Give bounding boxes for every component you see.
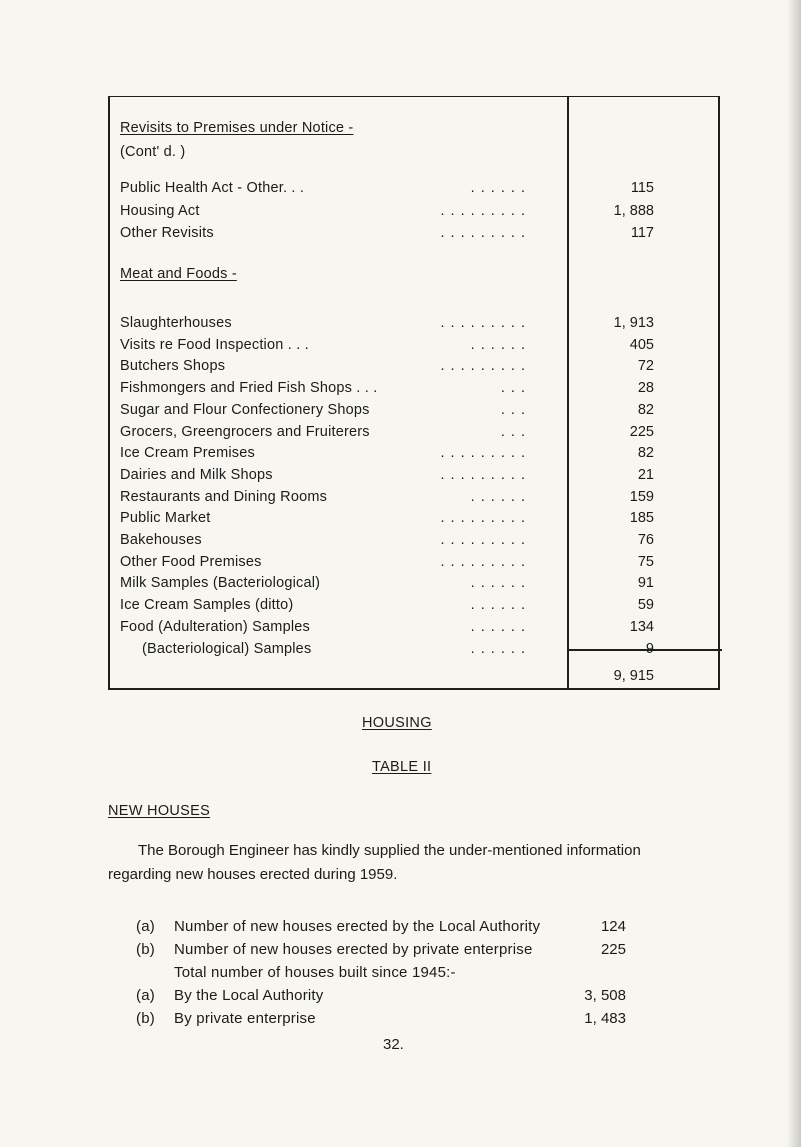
section-title: HOUSING [362, 715, 432, 731]
row-label: (Bacteriological) Samples [142, 640, 312, 657]
row-label: Fishmongers and Fried Fish Shops . . . [120, 380, 378, 397]
column-divider [567, 97, 569, 689]
row-leader-dots: . . . . . . . . . [440, 445, 526, 462]
row-leader-dots: . . . . . . [470, 336, 526, 353]
row-leader-dots: . . . . . . . . . [440, 510, 526, 527]
row-value: 1, 913 [613, 315, 654, 331]
item-text: By private enterprise [174, 1010, 316, 1027]
row-value: 82 [637, 445, 654, 462]
row-leader-dots: . . . . . . [470, 618, 526, 635]
item-value: 225 [600, 941, 626, 958]
row-leader-dots: . . . . . . [470, 597, 526, 614]
row-value: 159 [629, 488, 654, 505]
row-value: 72 [637, 358, 654, 375]
item-text: Number of new houses erected by the Local Authority [174, 918, 541, 935]
row-label: Other Food Premises [120, 553, 262, 570]
row-leader-dots: . . . . . . [470, 180, 526, 196]
row-label: Visits re Food Inspection . . . [120, 336, 309, 353]
row-value: 117 [630, 225, 654, 241]
row-label: Ice Cream Samples (ditto) [120, 597, 294, 614]
row-value: 75 [637, 553, 654, 570]
row-leader-dots: . . . . . . . . . [440, 532, 526, 548]
row-leader-dots: . . . [500, 401, 526, 418]
row-leader-dots: . . . . . . . . . [440, 553, 526, 570]
row-label: Grocers, Greengrocers and Fruiterers [120, 423, 370, 440]
intro-paragraph: The Borough Engineer has kindly supplied the under-mentioned information regarding new houses erected during 1959. [108, 842, 641, 883]
row-value: 1, 888 [613, 202, 654, 219]
row-leader-dots: . . . . . . [470, 640, 526, 657]
row-value: 82 [637, 401, 654, 418]
since-1945-label: Total number of houses built since 1945:- [174, 964, 456, 981]
revisits-table [108, 96, 720, 690]
row-label: Bakehouses [120, 532, 202, 548]
row-label: Slaughterhouses [120, 315, 232, 331]
row-label: Housing Act [120, 202, 200, 219]
row-label: Milk Samples (Bacteriological) [120, 575, 321, 592]
item-value: 124 [600, 918, 626, 935]
row-leader-dots: . . . . . . [470, 488, 526, 505]
row-value: 91 [637, 575, 654, 592]
row-label: Public Health Act - Other. . . [120, 180, 305, 196]
row-leader-dots: . . . . . . [470, 575, 526, 592]
row-value: 28 [637, 380, 654, 397]
meat-foods-heading: Meat and Foods - [120, 266, 237, 282]
row-label: Dairies and Milk Shops [120, 466, 273, 483]
item-marker: (b) [136, 941, 155, 958]
table-total: 9, 915 [613, 668, 654, 684]
row-leader-dots: . . . . . . . . . [440, 358, 526, 375]
row-leader-dots: . . . . . . . . . [440, 202, 526, 219]
page-number: 32. [383, 1036, 404, 1053]
row-label: Sugar and Flour Confectionery Shops [120, 401, 370, 418]
item-marker: (a) [136, 987, 155, 1004]
table-heading-cont: (Cont' d. ) [120, 144, 186, 160]
row-value: 21 [637, 466, 654, 483]
section-subtitle: TABLE II [372, 759, 432, 775]
new-houses-heading: NEW HOUSES [108, 803, 211, 819]
row-value: 405 [629, 336, 654, 353]
row-value: 9 [645, 640, 654, 657]
row-value: 59 [637, 597, 654, 614]
row-label: Other Revisits [120, 225, 214, 241]
item-text: By the Local Authority [174, 987, 324, 1004]
row-label: Butchers Shops [120, 358, 226, 375]
row-value: 115 [630, 180, 654, 196]
row-label: Restaurants and Dining Rooms [120, 488, 328, 505]
item-text: Number of new houses erected by private enterprise [174, 941, 533, 958]
item-value: 3, 508 [584, 987, 626, 1004]
row-value: 134 [629, 618, 654, 635]
row-leader-dots: . . . . . . . . . [440, 315, 526, 331]
row-value: 185 [629, 510, 654, 527]
row-leader-dots: . . . . . . . . . [440, 225, 526, 241]
row-leader-dots: . . . [500, 423, 526, 440]
item-marker: (a) [136, 918, 155, 935]
row-value: 76 [637, 532, 654, 548]
row-leader-dots: . . . . . . . . . [440, 466, 526, 483]
table-heading: Revisits to Premises under Notice - [120, 120, 354, 136]
row-label: Public Market [120, 510, 211, 527]
row-leader-dots: . . . [500, 380, 526, 397]
row-value: 225 [629, 423, 654, 440]
item-marker: (b) [136, 1010, 155, 1027]
row-label: Ice Cream Premises [120, 445, 255, 462]
item-value: 1, 483 [584, 1010, 626, 1027]
page-edge-shadow [787, 0, 801, 1147]
row-label: Food (Adulteration) Samples [120, 618, 310, 635]
